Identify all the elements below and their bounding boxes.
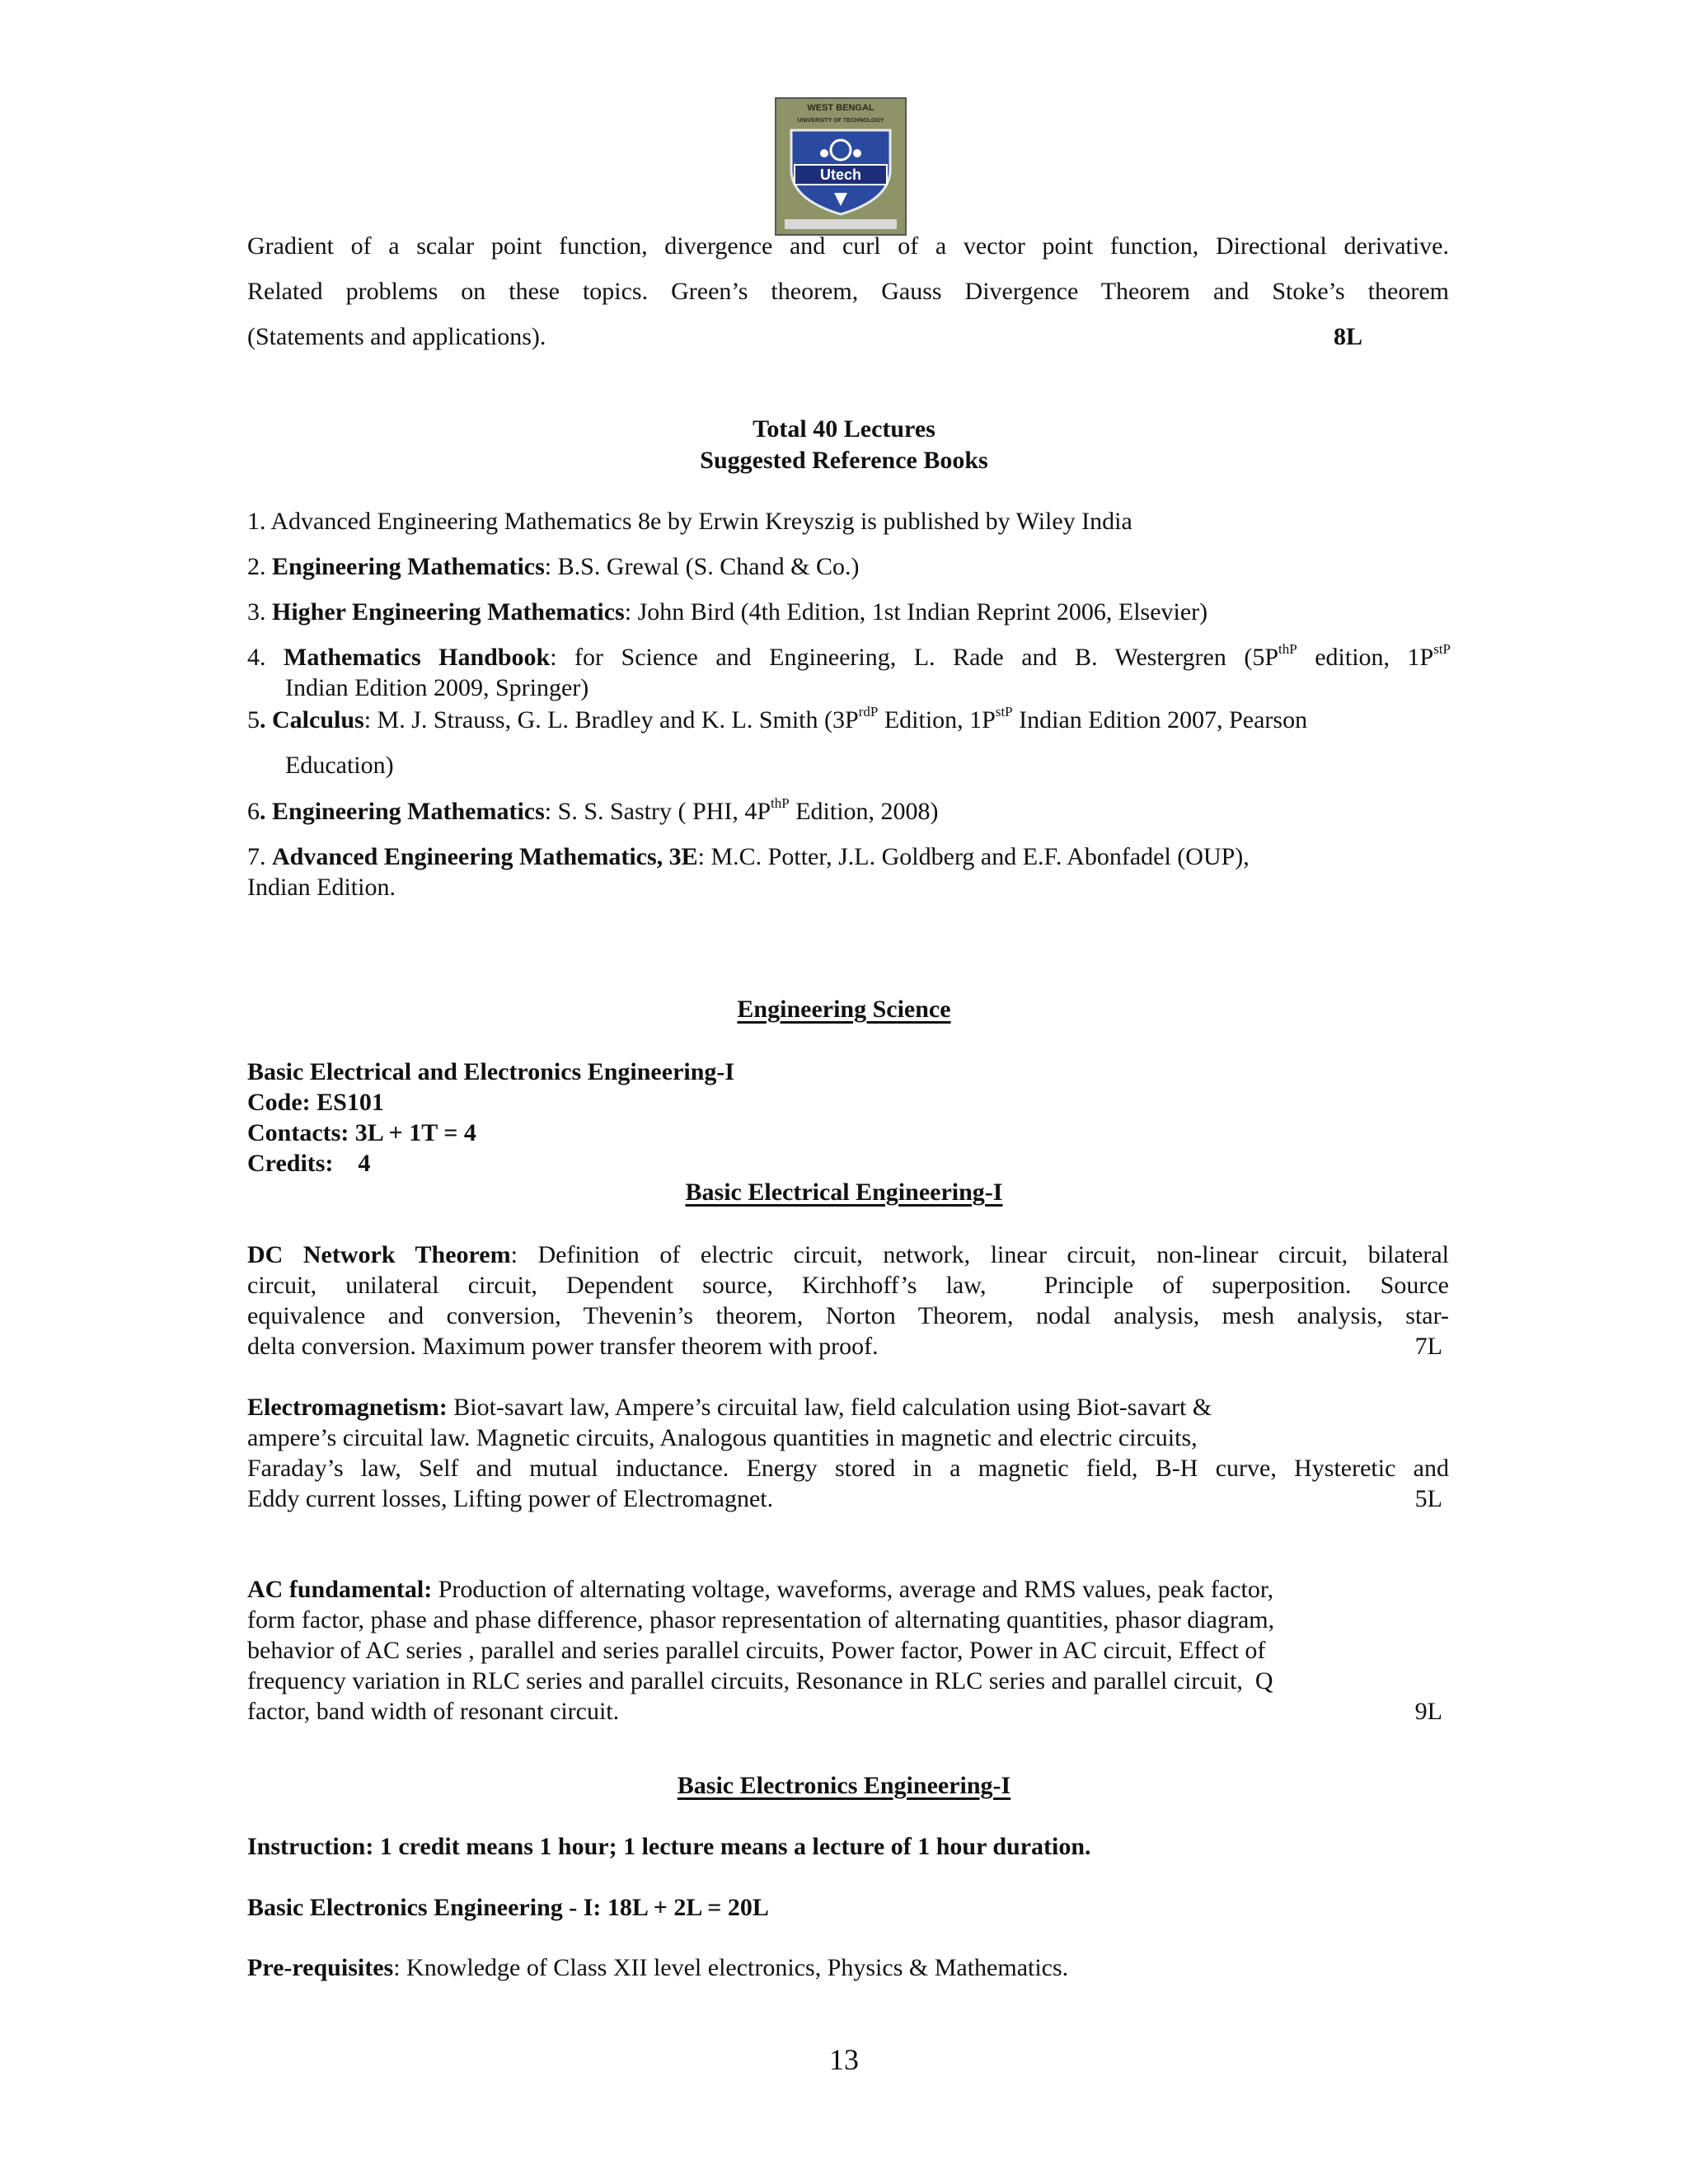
course-credits: Credits: 4 (247, 1150, 371, 1177)
reference-2-text: : B.S. Grewal (S. Chand & Co.) (544, 553, 860, 580)
ac-line-2: form factor, phase and phase difference, phasor representation of alternating quantities, phasor diagram, (247, 1606, 1275, 1633)
prerequisites-label: Pre-requisites (247, 1954, 394, 1981)
reference-4-text-b: edition, 1P (1296, 644, 1434, 671)
reference-5-line-1 (247, 705, 1451, 735)
reference-4-line-2: Indian Edition 2009, Springer) (285, 674, 589, 701)
reference-6-sup-a: thP (771, 795, 790, 811)
ac-label: AC fundamental: (247, 1576, 433, 1603)
reference-3-title: Higher Engineering Mathematics (272, 598, 625, 626)
reference-3-text: : John Bird (4th Edition, 1st Indian Reprint 2006, Elsevier) (624, 598, 1208, 626)
dc-line-4 (247, 1331, 1449, 1361)
reference-item-6 (247, 796, 1451, 827)
ac-line-3: behavior of AC series , parallel and series parallel circuits, Power factor, Power in AC circuit, Effect of (247, 1637, 1266, 1664)
total-lectures: Total 40 Lectures (753, 415, 935, 443)
reference-7-line-1 (247, 841, 1451, 872)
ac-hours: 9L (1414, 1698, 1442, 1725)
logo-emblem-text: Utech (819, 166, 862, 183)
em-label: Electromagnetism: (247, 1394, 448, 1421)
reference-2-title: Engineering Mathematics (272, 553, 545, 580)
dc-hours: 7L (1414, 1333, 1442, 1360)
ac-line-1 (247, 1574, 1449, 1605)
intro-line-3-text: (Statements and applications). (247, 323, 546, 350)
electromagnetism-section (247, 1392, 1449, 1514)
reference-4-text-a: : for Science and Engineering, L. Rade and B. Westergren (5P (550, 644, 1279, 671)
reference-6-number: 6 (247, 798, 260, 825)
reference-7-line-2: Indian Edition. (247, 874, 396, 901)
reference-5-line-2: Education) (285, 752, 394, 779)
reference-7-title: Advanced Engineering Mathematics, 3E (272, 843, 698, 870)
dc-line-3: equivalence and conversion, Thevenin’s theorem, Norton Theorem, nodal analysis, mesh analysis, star- (247, 1302, 1449, 1329)
reference-item-5 (247, 705, 1451, 780)
reference-4-title: Mathematics Handbook (284, 644, 551, 671)
page-number: 13 (829, 2043, 859, 2076)
reference-6-title: . Engineering Mathematics (260, 798, 545, 825)
reference-7-text: : M.C. Potter, J.L. Goldberg and E.F. Abonfadel (OUP), (697, 843, 1250, 870)
course-title: Basic Electrical and Electronics Engineering-I (247, 1058, 735, 1085)
dc-line-4-text: delta conversion. Maximum power transfer theorem with proof. (247, 1333, 879, 1360)
prerequisites (247, 1954, 1449, 1982)
dc-line-1-text: : Definition of electric circuit, network, linear circuit, non-linear circuit, bilateral (510, 1241, 1449, 1268)
reference-5-sup-b: stP (995, 704, 1013, 719)
reference-6-text-a: : S. S. Sastry ( PHI, 4P (544, 798, 771, 825)
dc-line-1 (247, 1240, 1449, 1270)
reference-5-number: 5 (247, 706, 260, 733)
dc-label: DC Network Theorem (247, 1241, 511, 1268)
reference-7-number: 7. (247, 843, 266, 870)
intro-line-3 (247, 323, 1449, 351)
reference-4-number: 4. (247, 644, 266, 671)
course-code: Code: ES101 (247, 1089, 384, 1116)
logo-top-text: WEST BENGAL (807, 103, 874, 113)
reference-item-1 (247, 506, 1451, 537)
electronics-heading: Basic Electronics Engineering-I (677, 1772, 1011, 1799)
reference-books-heading: Suggested Reference Books (700, 447, 988, 474)
reference-item-4 (247, 642, 1451, 703)
reference-item-7 (247, 841, 1451, 902)
dc-line-2: circuit, unilateral circuit, Dependent source, Kirchhoff’s law, Principle of superposition. Source (247, 1272, 1449, 1299)
reference-5-text-a: : M. J. Strauss, G. L. Bradley and K. L. Smith (3P (363, 706, 859, 733)
dc-network-section (247, 1240, 1449, 1361)
em-line-4-text: Eddy current losses, Lifting power of Electromagnet. (247, 1485, 774, 1512)
reference-1-number: 1. (247, 508, 266, 535)
reference-5-text-c: Indian Edition 2007, Pearson (1012, 706, 1308, 733)
em-line-1-text: Biot-savart law, Ampere’s circuital law, field calculation using Biot-savart & (447, 1394, 1212, 1421)
ac-line-1-text: Production of alternating voltage, waveforms, average and RMS values, peak factor, (432, 1576, 1274, 1603)
em-line-3: Faraday’s law, Self and mutual inductance. Energy stored in a magnetic field, B-H curve, Hysteretic and (247, 1455, 1449, 1482)
reference-item-3 (247, 597, 1451, 627)
em-line-2: ampere’s circuital law. Magnetic circuits, Analogous quantities in magnetic and electric circuits, (247, 1424, 1198, 1451)
reference-4-sup-a: thP (1278, 641, 1297, 657)
reference-4-line-1 (247, 642, 1451, 673)
em-line-1 (247, 1392, 1449, 1422)
course-header (247, 1057, 1449, 1179)
reference-5-sup-a: rdP (858, 704, 879, 719)
reference-5-text-b: Edition, 1P (878, 706, 996, 733)
reference-item-2 (247, 551, 1451, 582)
reference-6-text-b: Edition, 2008) (789, 798, 939, 825)
course-contacts: Contacts: 3L + 1T = 4 (247, 1119, 476, 1146)
reference-2-number: 2. (247, 553, 266, 580)
electronics-hours: Basic Electronics Engineering - I: 18L + 2L = 20L (247, 1894, 769, 1921)
reference-5-title: . Calculus (260, 706, 364, 733)
ac-line-5-text: factor, band width of resonant circuit. (247, 1698, 620, 1725)
reference-3-number: 3. (247, 598, 266, 626)
electrical-heading: Basic Electrical Engineering-I (685, 1179, 1003, 1206)
prerequisites-text: : Knowledge of Class XII level electronics, Physics & Mathematics. (393, 1954, 1069, 1981)
reference-4-sup-b: stP (1433, 641, 1451, 657)
intro-line-1: Gradient of a scalar point function, divergence and curl of a vector point function, Directional derivative. (247, 232, 1449, 260)
ac-line-4: frequency variation in RLC series and parallel circuits, Resonance in RLC series and parallel circuit, Q (247, 1667, 1273, 1694)
em-line-4 (247, 1483, 1449, 1514)
intro-hours: 8L (1334, 323, 1363, 350)
logo-sub-text: UNIVERSITY OF TECHNOLOGY (797, 118, 884, 124)
instruction-text: Instruction: 1 credit means 1 hour; 1 lecture means a lecture of 1 hour duration. (247, 1833, 1091, 1860)
reference-1-text: Advanced Engineering Mathematics 8e by Erwin Kreyszig is published by Wiley India (265, 508, 1132, 535)
university-logo (775, 97, 907, 236)
em-hours: 5L (1414, 1485, 1442, 1512)
intro-line-2: Related problems on these topics. Green’s theorem, Gauss Divergence Theorem and Stoke’s theorem (247, 278, 1449, 305)
ac-line-5 (247, 1696, 1449, 1727)
engineering-science-heading: Engineering Science (737, 996, 951, 1023)
ac-fundamental-section (247, 1574, 1449, 1727)
